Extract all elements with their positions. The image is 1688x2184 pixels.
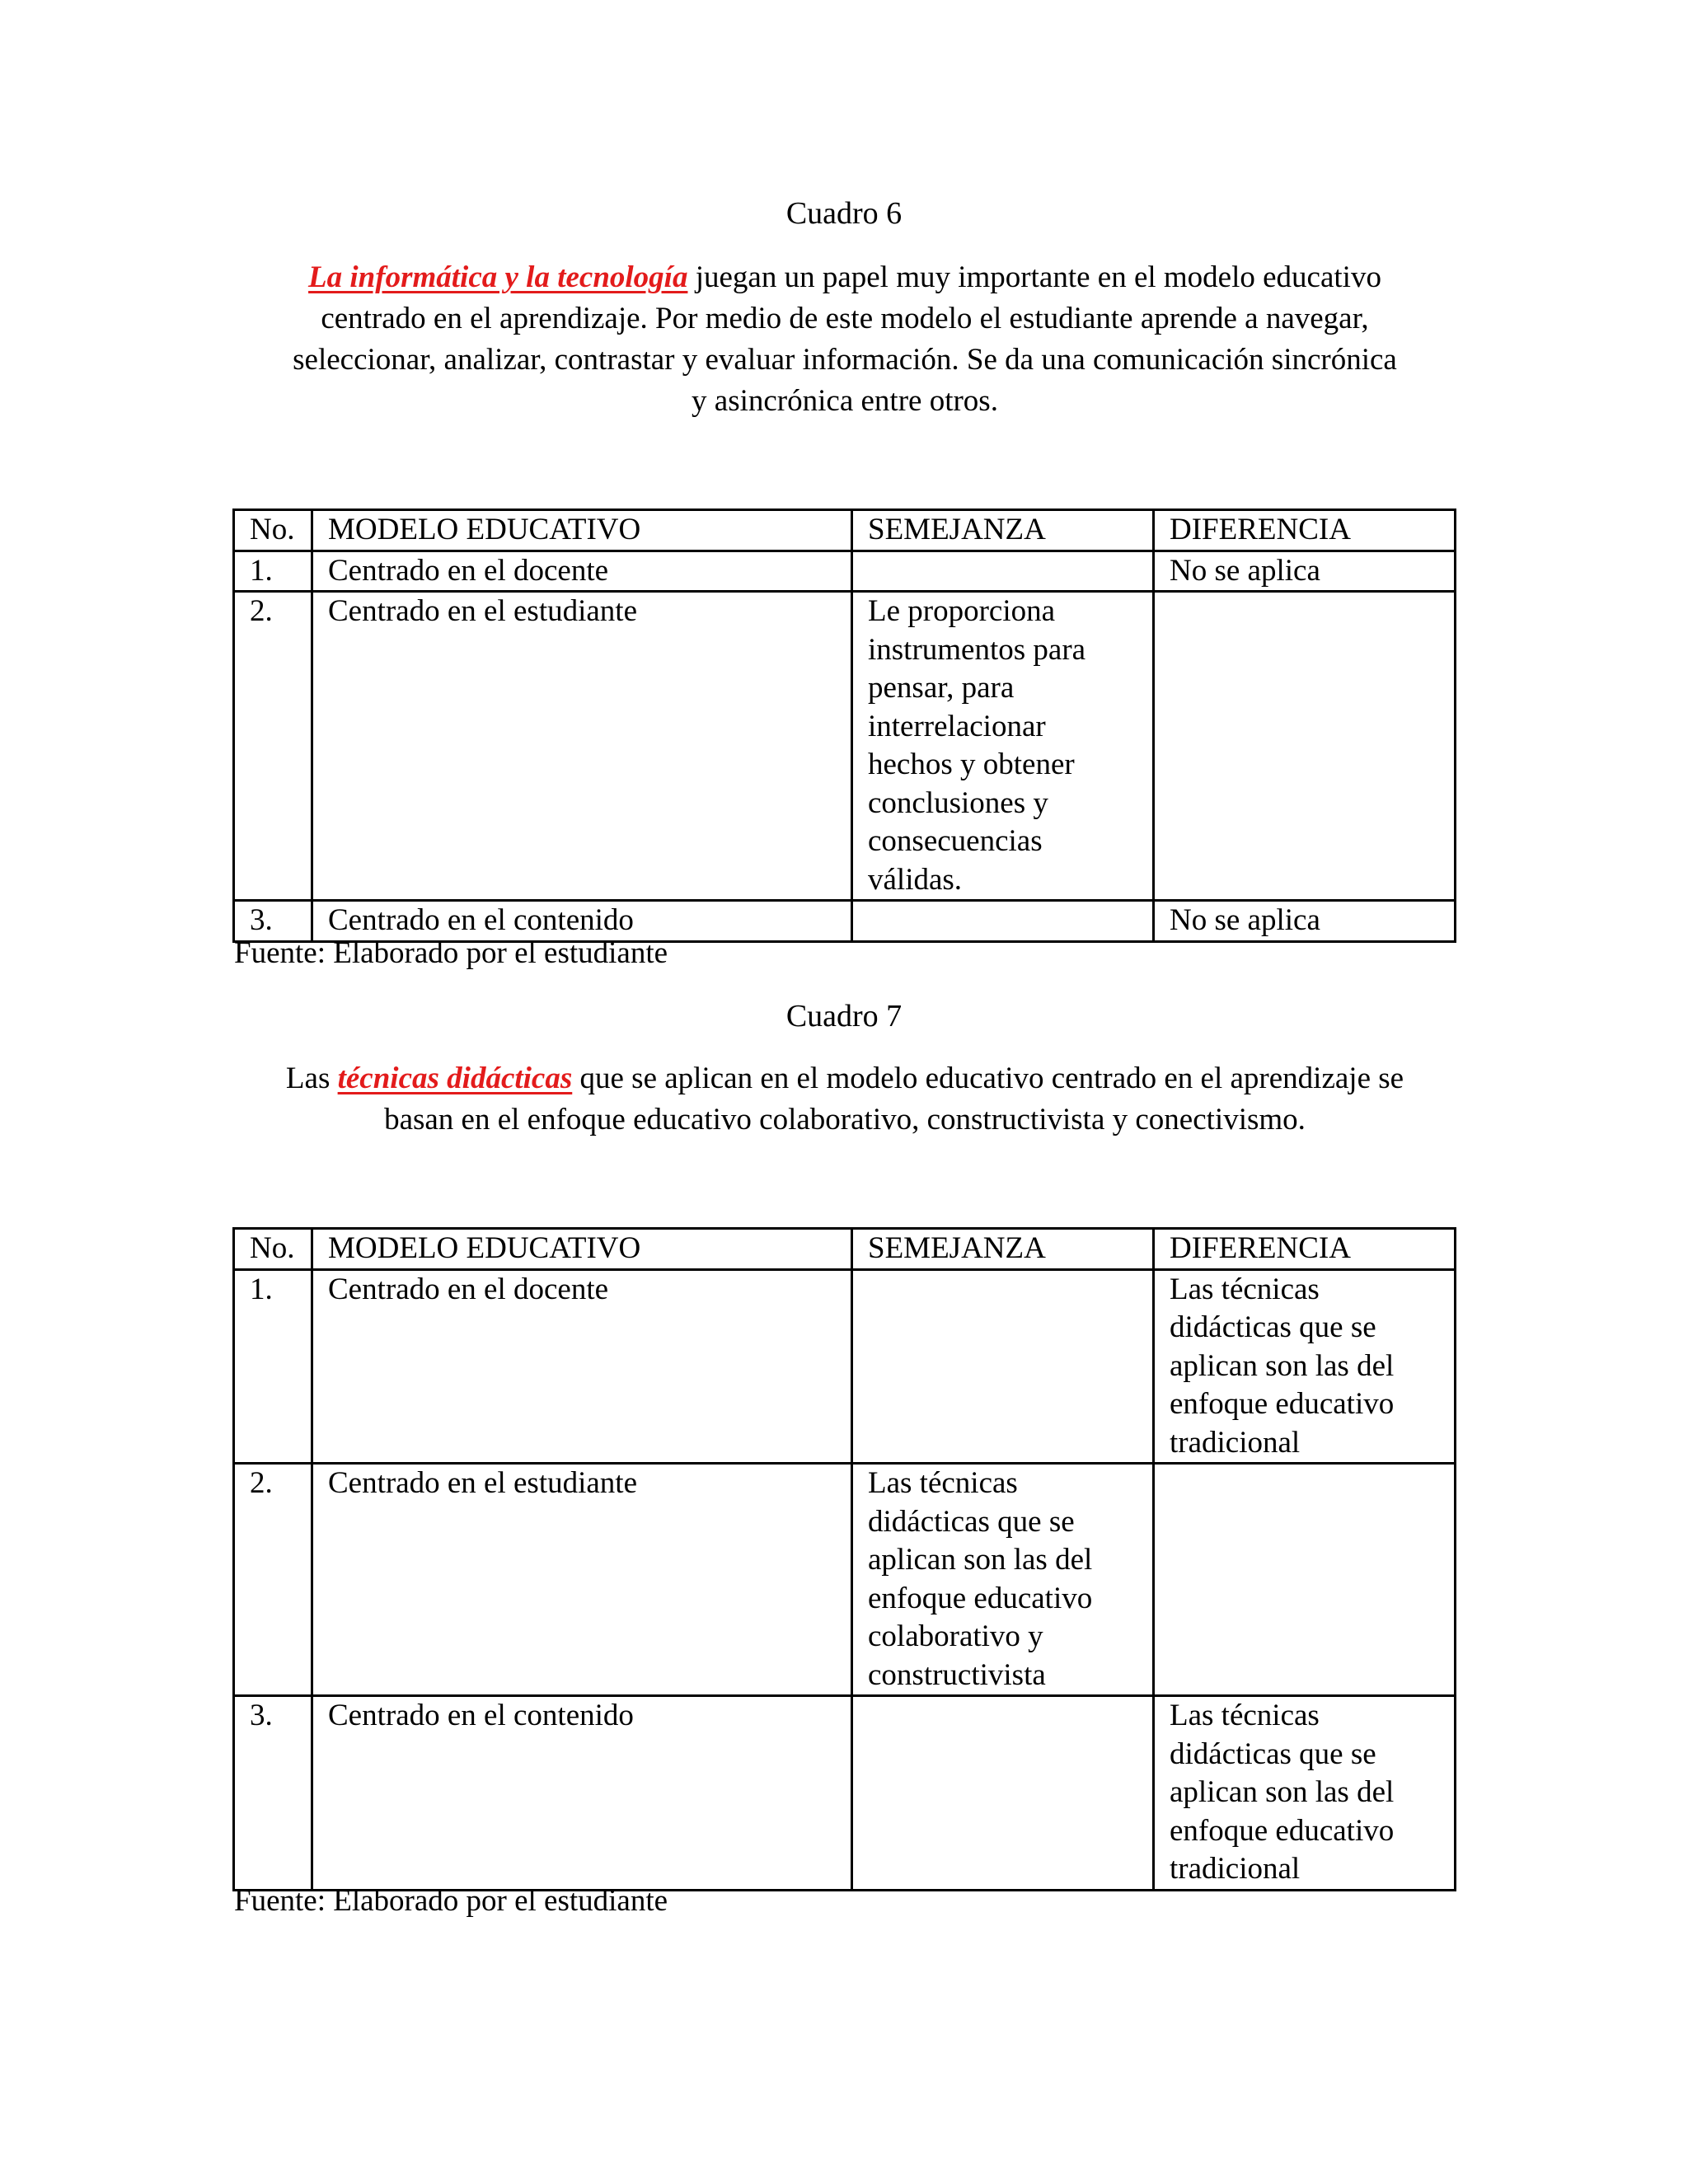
cell-semejanza-line: Las técnicas: [868, 1466, 1018, 1500]
cell-semejanza-line: conclusiones y: [868, 785, 1048, 820]
column-header-no: No.: [234, 1229, 312, 1270]
cell-modelo: Centrado en el estudiante: [312, 592, 852, 901]
cell-semejanza-line: aplican son las del: [868, 1543, 1093, 1577]
cuadro-6-paragraph-line-2: centrado en el aprendizaje. Por medio de este modelo el estudiante aprende a navegar,: [321, 302, 1369, 335]
cell-diferencia: [1154, 592, 1456, 901]
cell-semejanza-line: didácticas que se: [868, 1504, 1075, 1539]
cell-modelo: Centrado en el contenido: [312, 1696, 852, 1891]
cell-semejanza: [852, 551, 1154, 592]
table-row: [234, 1269, 1456, 1464]
cell-semejanza-line: pensar, para: [868, 671, 1015, 705]
cuadro-6-paragraph-line-4: y asincrónica entre otros.: [692, 384, 998, 418]
cell-semejanza: [852, 1464, 1154, 1696]
cell-semejanza-line: hechos y obtener: [868, 748, 1075, 781]
cell-semejanza: [852, 1269, 1154, 1464]
cuadro-6-source: Fuente: Elaborado por el estudiante: [234, 936, 668, 970]
column-header-diferencia: DIFERENCIA: [1154, 510, 1456, 551]
cell-no: 1.: [234, 551, 312, 592]
cell-no: 2.: [234, 592, 312, 901]
cell-semejanza-line: interrelacionar: [868, 709, 1046, 743]
cell-semejanza: [852, 592, 1154, 901]
cell-modelo: Centrado en el docente: [312, 1269, 852, 1464]
cell-semejanza-line: constructivista: [868, 1657, 1046, 1692]
cell-diferencia-line: No se aplica: [1170, 553, 1320, 588]
cuadro-7-paragraph-text: que se aplican en el modelo educativo centrado en el aprendizaje se: [572, 1062, 1404, 1095]
cuadro-7-highlight-link[interactable]: técnicas didácticas: [337, 1062, 573, 1095]
cell-diferencia-line: aplican son las del: [1170, 1348, 1395, 1383]
cell-semejanza: [852, 1696, 1154, 1891]
table-row: [234, 1696, 1456, 1891]
cell-semejanza-line: colaborativo y: [868, 1619, 1043, 1653]
cell-diferencia-line: No se aplica: [1170, 903, 1320, 937]
cell-diferencia: [1154, 901, 1456, 942]
cuadro-7-source: Fuente: Elaborado por el estudiante: [234, 1884, 668, 1918]
cuadro-6-paragraph-text: juegan un papel muy importante en el modelo educativo: [687, 260, 1381, 294]
cell-semejanza-line: instrumentos para: [868, 632, 1086, 667]
table-header-row: [234, 1229, 1456, 1270]
cell-diferencia-line: didácticas que se: [1170, 1310, 1376, 1344]
cell-diferencia: [1154, 1269, 1456, 1464]
cell-diferencia-line: tradicional: [1170, 1852, 1301, 1886]
cell-diferencia: [1154, 1696, 1456, 1891]
cell-no: 1.: [234, 1269, 312, 1464]
cell-diferencia-line: tradicional: [1170, 1425, 1301, 1460]
cell-modelo: Centrado en el estudiante: [312, 1464, 852, 1696]
cell-diferencia-line: Las técnicas: [1170, 1699, 1320, 1732]
cuadro-7-paragraph-prefix: Las: [285, 1062, 338, 1095]
column-header-modelo: MODELO EDUCATIVO: [312, 510, 852, 551]
cuadro-7-caption: Cuadro 7: [785, 999, 903, 1033]
cell-semejanza-line: consecuencias: [868, 824, 1043, 858]
cuadro-7-paragraph-line-2: basan en el enfoque educativo colaborativo, constructivista y conectivismo.: [384, 1103, 1306, 1137]
cell-no: 2.: [234, 1464, 312, 1696]
cuadro-6-paragraph-line-1: [239, 257, 1451, 298]
cell-semejanza-line: válidas.: [868, 862, 963, 897]
cuadro-6-paragraph: [239, 257, 1451, 422]
cell-diferencia-line: enfoque educativo: [1170, 1387, 1395, 1421]
cuadro-7-paragraph: [239, 1058, 1451, 1141]
column-header-semejanza: SEMEJANZA: [852, 510, 1154, 551]
table-header-row: [234, 510, 1456, 551]
cell-diferencia-line: didácticas que se: [1170, 1736, 1376, 1771]
cuadro-7-table: [232, 1227, 1456, 1891]
cuadro-6-paragraph-line-3: seleccionar, analizar, contrastar y evaluar información. Se da una comunicación sincrónica: [293, 343, 1397, 377]
cell-no: 3.: [234, 901, 312, 942]
cuadro-6-caption: Cuadro 6: [785, 196, 903, 231]
cell-semejanza: [852, 901, 1154, 942]
cell-diferencia: [1154, 551, 1456, 592]
column-header-no: No.: [234, 510, 312, 551]
cell-semejanza-line: Le proporciona: [868, 594, 1056, 628]
column-header-modelo: MODELO EDUCATIVO: [312, 1229, 852, 1270]
cell-no: 3.: [234, 1696, 312, 1891]
column-header-semejanza: SEMEJANZA: [852, 1229, 1154, 1270]
cell-semejanza-line: enfoque educativo: [868, 1581, 1093, 1615]
cuadro-7-paragraph-line-1: [239, 1058, 1451, 1099]
cuadro-6-highlight-link[interactable]: La informática y la tecnología: [308, 260, 688, 294]
cell-diferencia-line: aplican son las del: [1170, 1775, 1395, 1809]
cell-modelo: Centrado en el contenido: [312, 901, 852, 942]
cell-diferencia-line: Las técnicas: [1170, 1272, 1320, 1306]
cell-modelo: Centrado en el docente: [312, 551, 852, 592]
cell-diferencia-line: enfoque educativo: [1170, 1813, 1395, 1848]
cuadro-6-table: [232, 509, 1456, 943]
cell-diferencia: [1154, 1464, 1456, 1696]
table-row: [234, 551, 1456, 592]
column-header-diferencia: DIFERENCIA: [1154, 1229, 1456, 1270]
table-row: [234, 1464, 1456, 1696]
table-row: [234, 592, 1456, 901]
